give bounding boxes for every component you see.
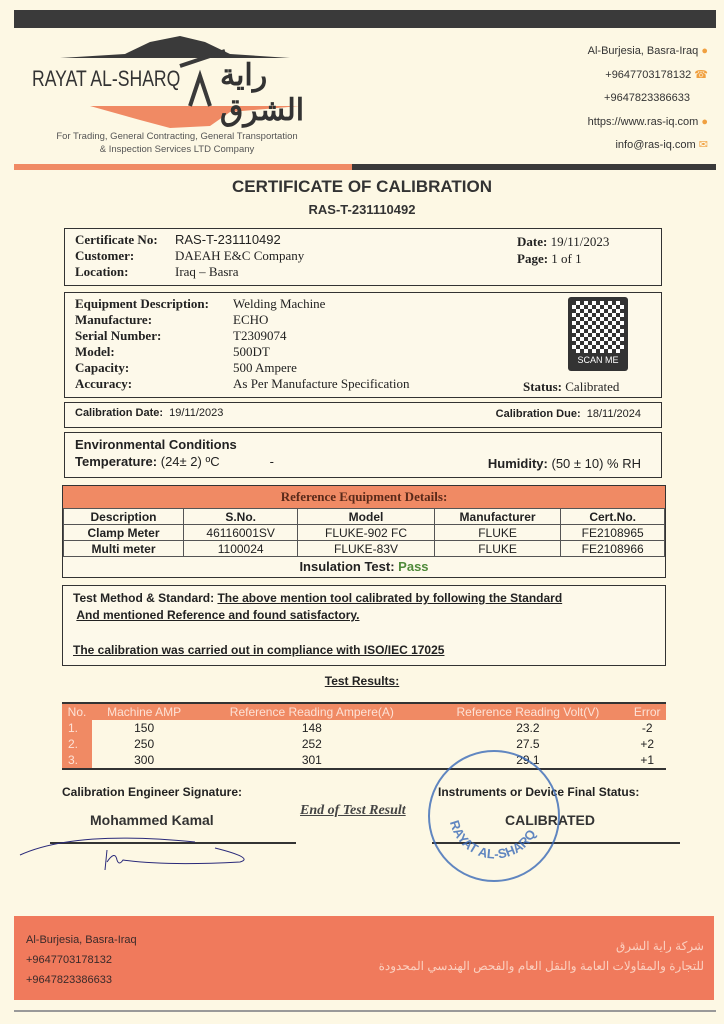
qr-code[interactable] — [568, 297, 628, 371]
contact-website[interactable]: https://www.ras-iq.com ● — [587, 115, 708, 128]
page-title: CERTIFICATE OF CALIBRATION — [231, 177, 492, 196]
qr-code-icon — [572, 301, 624, 353]
table-cell: 27.5 — [516, 737, 540, 751]
final-status-label: Instruments or Device Final Status: — [438, 785, 640, 799]
location-pin-icon: ● — [701, 45, 708, 57]
table-row — [62, 752, 666, 768]
divider-orange — [14, 164, 352, 170]
tagline-line: For Trading, General Contracting, General Transportation — [56, 131, 298, 142]
stamp-icon — [430, 752, 558, 880]
table-cell: 148 — [301, 721, 322, 735]
test-results-table — [62, 702, 666, 770]
certificate-info-box: Certificate No: RAS-T-231110492 Customer: DAEAH E&C Company Location: Iraq – Basra Date: 19/11/2023 Page: 1 of 1 — [64, 228, 662, 286]
reference-title: Reference Equipment Details: — [63, 486, 665, 508]
table-cell: 46116001SV — [184, 525, 298, 541]
environment-box: Environmental Conditions Temperature: (24± 2) ºC - Humidity: (50 ± 10) % RH — [64, 432, 662, 478]
table-cell: 23.2 — [516, 721, 540, 735]
column-header: Reference Reading Ampere(A) — [196, 704, 427, 720]
final-status: CALIBRATED — [505, 812, 595, 828]
engineer-signature-label: Calibration Engineer Signature: — [62, 785, 243, 799]
results-header-row — [62, 704, 666, 720]
bottom-line — [14, 1010, 716, 1012]
engineer-name: Mohammed Kamal — [90, 812, 214, 828]
column-header: Model — [298, 509, 434, 525]
table-cell: 3. — [62, 752, 92, 768]
contact-address: Al-Burjesia, Basra-Iraq ● — [587, 45, 708, 57]
contact-email[interactable]: info@ras-iq.com ✉ — [615, 139, 708, 151]
equipment-box: Equipment Description: Welding Machine Manufacture: ECHO Serial Number: T2309074 Model: 500DT Capacity: 500 Ampere Accuracy: As Per Manufacture Specification SCAN ME Status: Calibrated — [64, 292, 662, 398]
column-header: Error — [628, 704, 666, 720]
phone-icon: ☎ — [694, 68, 708, 81]
date-page: Date: 19/11/2023 Page: 1 of 1 — [517, 234, 610, 266]
insulation-test: Insulation Test: Pass — [299, 559, 429, 574]
table-cell: 150 — [134, 721, 155, 735]
table-cell: FE2108966 — [561, 541, 665, 557]
footer-company-ar: شركة راية الشرق — [615, 939, 704, 953]
end-of-test-result: End of Test Result — [300, 803, 406, 818]
top-bar — [14, 10, 716, 28]
table-cell: FLUKE — [434, 525, 561, 541]
table-cell: -2 — [641, 721, 653, 735]
status: Status: Calibrated — [523, 379, 620, 394]
engineer-signature — [15, 830, 255, 885]
footer — [14, 916, 714, 1000]
footer-phone: +9647823386633 — [26, 974, 112, 986]
table-cell: 301 — [301, 753, 322, 767]
calibration-dates-box: Calibration Date: 19/11/2023 Calibration Due: 18/11/2024 — [64, 402, 662, 428]
column-header: No. — [62, 704, 92, 720]
table-cell: Multi meter — [64, 541, 184, 557]
reference-header-row — [64, 509, 665, 525]
column-header: Machine AMP — [92, 704, 196, 720]
column-header: Manufacturer — [434, 509, 561, 525]
table-cell: FLUKE — [434, 541, 561, 557]
column-header: Cert.No. — [561, 509, 665, 525]
mail-icon: ✉ — [698, 139, 708, 151]
test-method-box: Test Method & Standard: The above mention tool calibrated by following the Standard And mentioned Reference and found satisfactory. The calibration was carried out in compliance with ISO/IEC 17025 — [62, 585, 666, 666]
contact-phone-2: +9647823386633 — [604, 92, 690, 104]
footer-tagline-ar: للتجارة والمقاولات العامة والنقل العام والفحص الهندسي المحدودة — [378, 959, 704, 973]
table-row — [64, 525, 665, 541]
contact-list — [588, 40, 708, 158]
table-cell: FLUKE-902 FC — [298, 525, 434, 541]
certificate-reference: RAS-T-231110492 — [308, 202, 416, 217]
table-cell: 300 — [134, 753, 155, 767]
table-row — [62, 720, 666, 736]
table-cell: +2 — [640, 737, 655, 751]
reference-equipment-table — [62, 485, 666, 578]
footer-address: Al-Burjesia, Basra-Iraq — [26, 934, 137, 946]
company-name-ar: راية الشرق — [220, 59, 305, 127]
table-cell: 29.1 — [516, 753, 540, 767]
table-cell: 1. — [62, 720, 92, 736]
table-cell: FE2108965 — [561, 525, 665, 541]
insulation-result: Pass — [398, 559, 429, 574]
table-cell: +1 — [640, 753, 655, 767]
table-cell: FLUKE-83V — [298, 541, 434, 557]
column-header: S.No. — [184, 509, 298, 525]
table-row — [64, 541, 665, 557]
footer-phone: +9647703178132 — [26, 954, 112, 966]
scan-me-label: SCAN ME — [577, 355, 619, 365]
company-stamp — [428, 750, 560, 882]
table-cell: 2. — [62, 736, 92, 752]
company-name-en: RAYAT AL-SHARQ — [32, 66, 181, 91]
divider-dark — [352, 164, 716, 170]
table-cell: 250 — [134, 737, 155, 751]
globe-icon: ● — [701, 115, 708, 128]
tagline — [32, 130, 322, 156]
logo — [30, 36, 330, 131]
tagline-line: & Inspection Services LTD Company — [99, 144, 255, 155]
table-cell: 1100024 — [184, 541, 298, 557]
column-header: Reference Reading Volt(V) — [427, 704, 628, 720]
table-row — [62, 736, 666, 752]
column-header: Description — [64, 509, 184, 525]
svg-text:RAYAT AL-SHARQ: RAYAT AL-SHARQ — [446, 818, 539, 862]
table-cell: 252 — [301, 737, 322, 751]
test-results-title: Test Results: — [324, 674, 400, 688]
table-cell: Clamp Meter — [64, 525, 184, 541]
contact-phone: +9647703178132 ☎ — [605, 68, 708, 81]
